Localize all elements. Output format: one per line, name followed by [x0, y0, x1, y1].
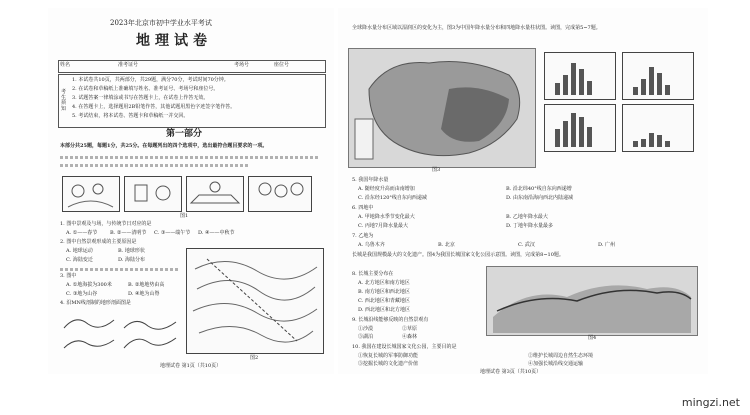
exam-page-3	[338, 8, 708, 374]
q8-option-a: A. 北方地区和南方地区	[358, 280, 410, 286]
question-2: 2. 图中自然景观形成的主要原因是	[60, 239, 137, 245]
fig2-caption: 图2	[250, 355, 259, 361]
q1-option-b: B. ②——清明节	[110, 230, 147, 236]
q2-option-c: C. 海陆变迁	[66, 257, 93, 263]
question-3: 3. 图中	[60, 273, 77, 279]
q2-option-d: D. 海陆分布	[118, 257, 146, 263]
q8-option-b: B. 南方地区和西北地区	[358, 289, 410, 295]
fig3-china-precip-map	[348, 48, 536, 168]
question-1: 1. 图中景观及与场，与传统节日对应的是	[60, 221, 152, 227]
intro-q5-7: 全球降水量分布区域以湿润区的变化为主，图3为中国年降水量分布和四地降水量柱状图。读图，完成第5~7题。	[352, 25, 601, 31]
fig1-image-2	[124, 176, 182, 212]
intro-q8-10: 长城是我国规模最大的文化遗产。图4为我国长城国家文化公园示意图。读图，完成第8~10题。	[352, 252, 564, 258]
q5-option-d: D. 由东南沿海向西北内陆递减	[506, 195, 574, 201]
q5-option-c: C. 沿东经120°线自东向西递减	[358, 195, 427, 201]
q2-option-a: A. 地球运动	[66, 248, 93, 254]
q3-option-b: B. ②地地势由高	[128, 282, 165, 288]
q8-option-d: D. 西北地区和北方地区	[358, 307, 411, 313]
watermark: mingzi.net	[681, 396, 740, 409]
fig4-caption: 图4	[588, 335, 597, 341]
fig3-chart-ding	[622, 104, 694, 152]
question-4: 4. 沿MN线剖制的地形剖面图是	[60, 300, 131, 306]
question-7: 7. 乙地为	[352, 233, 374, 239]
exam-header: 2023年北京市初中学业水平考试	[110, 19, 212, 27]
fig2-contour-map	[186, 248, 324, 354]
fig1-image-3	[186, 176, 244, 212]
q1-option-c: C. ③——端午节	[154, 230, 191, 236]
q10-item-3: ③挖掘长城的文化遗产价值	[358, 361, 419, 367]
fig1-image-1	[62, 176, 120, 212]
q10-item-4: ④加强长城沿线交通运输	[528, 361, 584, 367]
question-10: 10. 我国在建设长城国家文化公园，主要目的是	[352, 344, 457, 350]
q1-option-a: A. ①——春节	[66, 230, 98, 236]
text-line	[60, 268, 180, 271]
q6-option-b: B. 乙地年降水最大	[506, 214, 548, 220]
fig4-great-wall-map	[486, 266, 698, 336]
page1-footer: 地理试卷 第1页（共10页）	[160, 363, 222, 369]
note-1: 1. 本试卷共10页，共两部分，共29题，满分70分，考试时间70分钟。	[72, 77, 229, 83]
exam-title: 地理试卷	[136, 33, 212, 49]
part-one-title: 第一部分	[166, 129, 203, 139]
note-2: 2. 在试卷和草稿纸上准确填写姓名、准考证号、考场号和座位号。	[72, 86, 219, 92]
q7-option-a: A. 乌鲁木齐	[358, 242, 385, 248]
q9-item-3: ③湖泊	[358, 334, 374, 340]
q8-option-c: C. 西北地区和青藏地区	[358, 298, 410, 304]
field-name: 姓名	[60, 62, 71, 68]
exam-page-1	[48, 8, 334, 374]
q6-option-a: A. 甲地降水季节变化最大	[358, 214, 415, 220]
part-one-desc: 本部分共25题，每题1分，共25分。在每题列出的四个选项中，选出最符合题目要求的一项。	[60, 143, 268, 149]
q9-item-1: ①沙漠	[358, 326, 374, 332]
profile-sketches	[62, 310, 180, 352]
q10-item-2: ②维护长城周边自然生态环境	[528, 353, 594, 359]
text-line	[60, 164, 250, 167]
notes-label: 考生须知	[61, 89, 67, 112]
field-exam-id: 准考证号	[118, 62, 139, 68]
q6-option-c: C. 丙地7月降水量最大	[358, 223, 409, 229]
question-6: 6. 四地中	[352, 205, 374, 211]
fig3-chart-bing	[544, 104, 616, 152]
question-5: 5. 我国年降水量	[352, 177, 389, 183]
q5-option-b: B. 沿北纬40°线自东向西递增	[506, 186, 572, 192]
q3-option-a: A. ①地海拔为300米	[66, 282, 112, 288]
field-seat: 座位号	[274, 62, 290, 68]
q9-item-4: ④森林	[402, 334, 418, 340]
fig1-caption: 图1	[180, 213, 189, 219]
question-8: 8. 长城主要分布在	[352, 271, 394, 277]
q2-option-b: B. 地球形状	[118, 248, 145, 254]
text-line	[60, 156, 320, 159]
q7-option-c: C. 武汉	[518, 242, 535, 248]
field-room: 考场号	[234, 62, 250, 68]
fig3-chart-yi	[622, 52, 694, 100]
q5-option-a: A. 随经度升高而由南增加	[358, 186, 415, 192]
fig1-image-4	[248, 176, 312, 212]
note-4: 4. 在答题卡上，选择题用2B铅笔作答，其他试题用黑色字迹签字笔作答。	[72, 104, 236, 110]
q3-option-d: D. ④地为山脊	[128, 291, 160, 297]
note-3: 3. 试题答案一律填涂或书写在答题卡上，在试卷上作答无效。	[72, 95, 209, 101]
q7-option-d: D. 广州	[598, 242, 616, 248]
q7-option-b: B. 北京	[438, 242, 455, 248]
fig3-caption: 图3	[432, 167, 441, 173]
q9-item-2: ②草原	[402, 326, 418, 332]
q1-option-d: D. ④——中秋节	[198, 230, 235, 236]
q6-option-d: D. 丁地年降水量最多	[506, 223, 554, 229]
fig3-chart-jia	[544, 52, 616, 100]
q3-option-c: C. ③地为山谷	[66, 291, 98, 297]
question-9: 9. 长城沿线能够反映的自然景观有	[352, 317, 429, 323]
page2-footer: 地理试卷 第3页（共10页）	[480, 369, 542, 375]
q10-item-1: ①恢复长城的军事防御功能	[358, 353, 419, 359]
note-5: 5. 考试结束，将本试卷、答题卡和草稿纸一并交回。	[72, 113, 189, 119]
